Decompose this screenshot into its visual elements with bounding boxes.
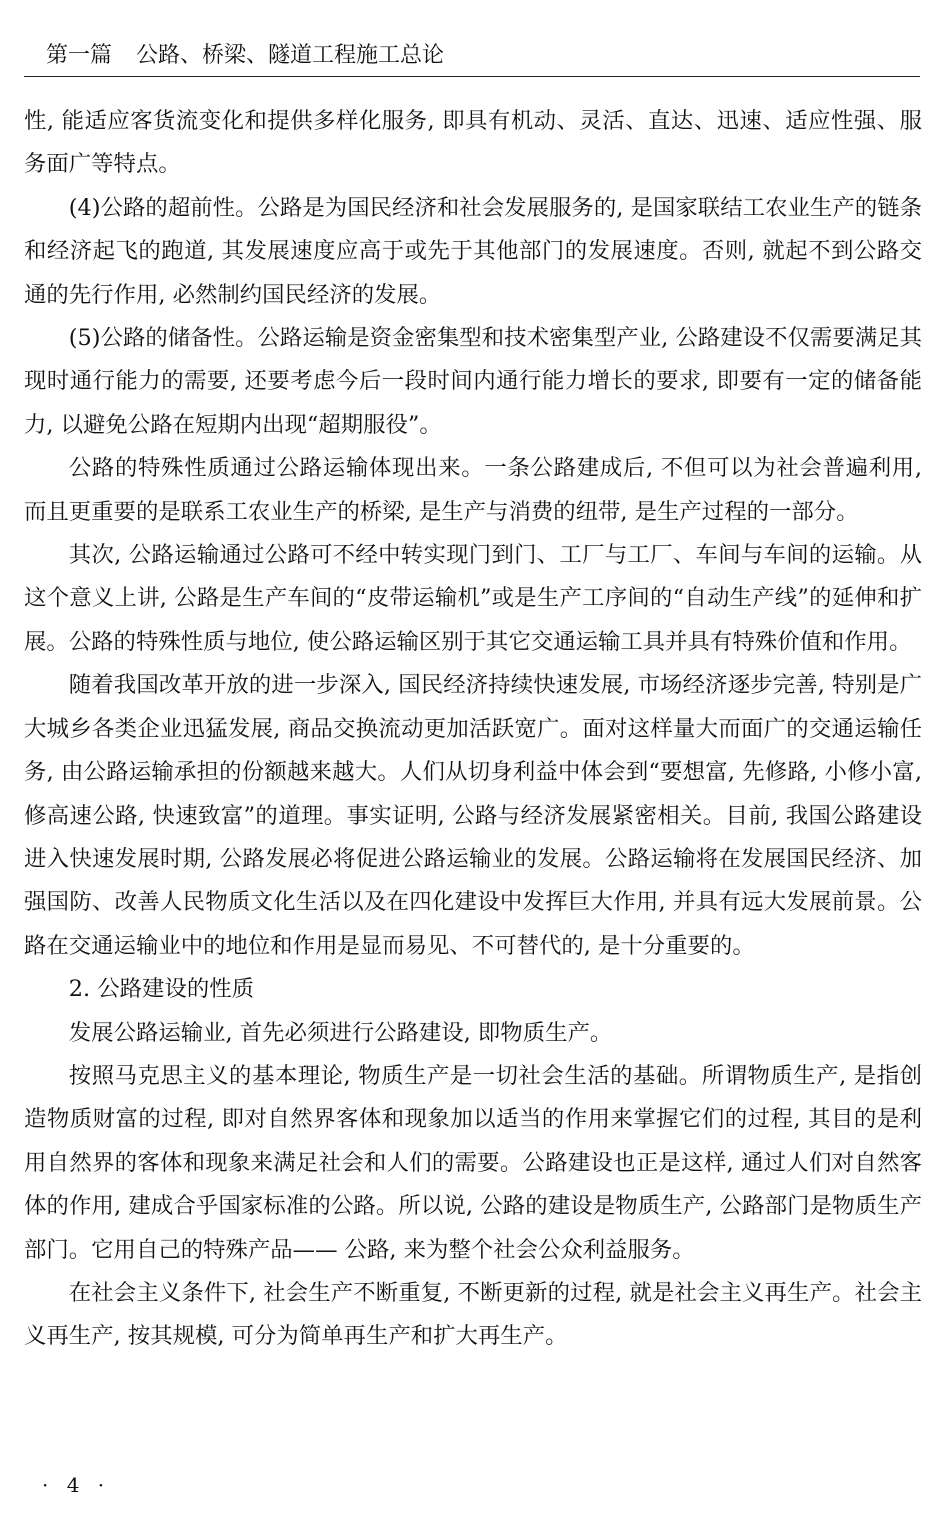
paragraph-advance-nature: (4)公路的超前性。公路是为国民经济和社会发展服务的, 是国家联结工农业生产的链条和经济起飞的跑道, 其发展速度应高于或先于其他部门的发展速度。否则, 就起不到公路交通的先行作用, 必然制约国民经济的发展。 — [24, 194, 923, 308]
section-heading: 2. 公路建设的性质 — [68, 976, 255, 1003]
paragraph-continued: 性, 能适应客货流变化和提供多样化服务, 即具有机动、灵活、直达、迅速、适应性强、服务面广等特点。 — [24, 108, 922, 178]
part-label: 第一篇 — [46, 43, 113, 68]
paragraph-door-to-door: 其次, 公路运输通过公路可不经中转实现门到门、工厂与工厂、车间与车间的运输。从这个意义上讲, 公路是生产车间的“皮带运输机”或是生产工序间的“自动生产线”的延伸和扩展。公路的特殊性质与地位, 使公路运输区别于其它交通运输工具并具有特殊价值和作用。 — [24, 542, 922, 655]
paragraph-socialist-reproduction: 在社会主义条件下, 社会生产不断重复, 不断更新的过程, 就是社会主义再生产。社会主义再生产, 按其规模, 可分为简单再生产和扩大再生产。 — [24, 1279, 922, 1350]
body-text — [24, 100, 922, 1359]
running-header — [24, 36, 920, 77]
paragraph-reform-development: 随着我国改革开放的进一步深入, 国民经济持续快速发展, 市场经济逐步完善, 特别是广大城乡各类企业迅猛发展, 商品交换流动更加活跃宽广。面对这样量大而面广的交通运输任务, 由公路运输承担的份额越来越大。人们从切身利益中体会到“要想富, 先修路, 小修小富, 修高速公路, 快速致富”的道理。事实证明, 公路与经济发展紧密相关。目前, 我国公路建设进入快速发展时期, 公路发展必将促进公路运输业的发展。公路运输将在发展国民经济、加强国防、改善人民物质文化生活以及在四化建设中发挥巨大作用, 并具有远大发展前景。公路在交通运输业中的地位和作用是显而易见、不可替代的, 是十分重要的。 — [24, 672, 922, 959]
paragraph-material-production: 发展公路运输业, 首先必须进行公路建设, 即物质生产。 — [68, 1019, 613, 1046]
paragraph-reserve-nature: (5)公路的储备性。公路运输是资金密集型和技术密集型产业, 公路建设不仅需要满足其现时通行能力的需要, 还要考虑今后一段时间内通行能力增长的要求, 即要有一定的储备能力, 以避免公路在短期内出现“超期服役”。 — [24, 325, 922, 438]
page-number: · 4 · — [42, 1473, 111, 1497]
paragraph-marxist-theory: 按照马克思主义的基本理论, 物质生产是一切社会生活的基础。所谓物质生产, 是指创造物质财富的过程, 即对自然界客体和现象加以适当的作用来掌握它们的过程, 其目的是利用自然界的客体和现象来满足社会和人们的需要。公路建设也正是这样, 通过人们对自然客体的作用, 建成合乎国家标准的公路。所以说, 公路的建设是物质生产, 公路部门是物质生产部门。它用自己的特殊产品—— 公路, 来为整个社会公众利益服务。 — [24, 1062, 922, 1263]
paragraph-special-nature: 公路的特殊性质通过公路运输体现出来。一条公路建成后, 不但可以为社会普遍利用, 而且更重要的是联系工农业生产的桥梁, 是生产与消费的纽带, 是生产过程的一部分。 — [24, 455, 922, 525]
part-title: 公路、桥梁、隧道工程施工总论 — [136, 43, 445, 68]
